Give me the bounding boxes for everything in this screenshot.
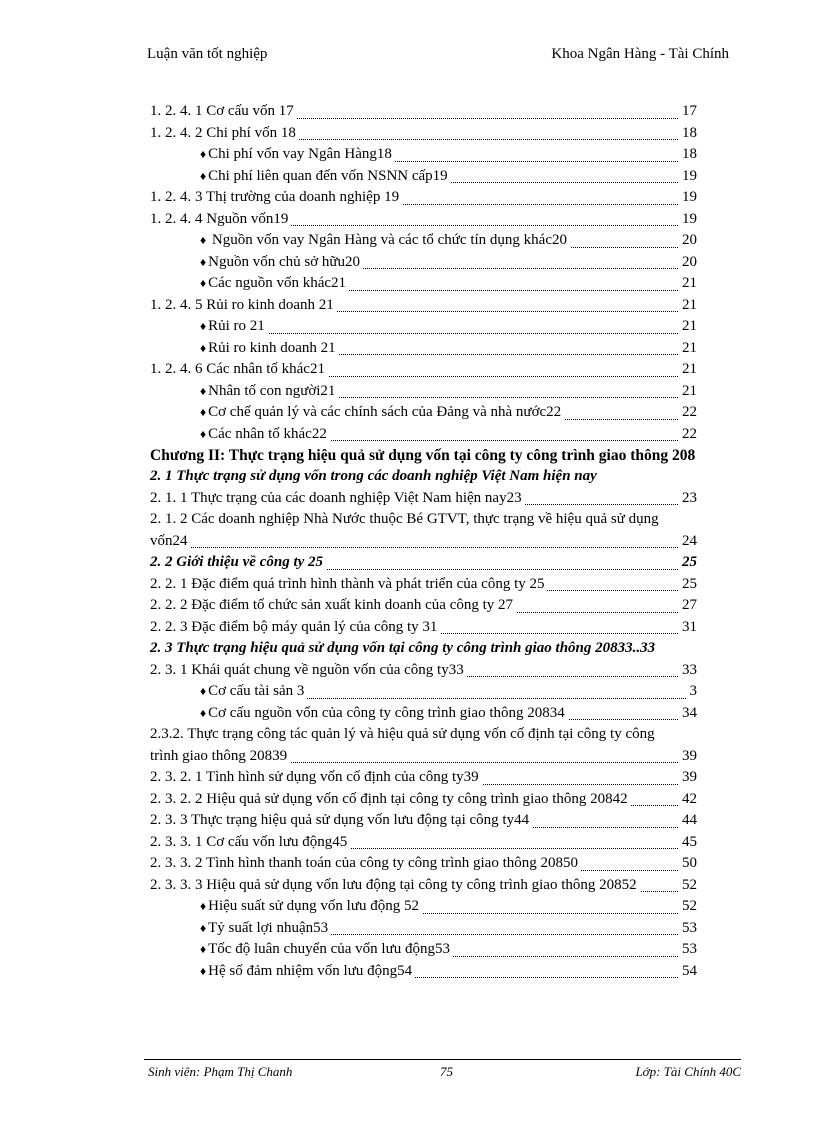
toc-entry-title: 1. 2. 4. 6 Các nhân tố khác21 <box>150 359 328 381</box>
toc-entry <box>150 746 742 768</box>
section-heading <box>150 638 742 660</box>
toc-entry-page: 21 <box>679 381 697 403</box>
toc-entry-page: 54 <box>679 961 697 983</box>
toc-entry-page: 45 <box>679 832 697 854</box>
toc-entry <box>150 832 742 854</box>
toc-entry-title: 1. 2. 4. 2 Chi phí vốn 18 <box>150 123 299 145</box>
table-of-contents <box>150 101 742 982</box>
toc-entry-title: Cơ cấu nguồn vốn của công ty công trình giao thông 20834 <box>208 704 565 721</box>
toc-entry-title: Các nguồn vốn khác21 <box>208 275 347 291</box>
toc-entry-page: 18 <box>679 123 697 145</box>
diamond-bullet-icon: ♦ <box>200 147 207 161</box>
toc-entry-page: 39 <box>679 767 697 789</box>
footer-page-number: 75 <box>440 1064 453 1079</box>
toc-entry <box>150 853 742 875</box>
toc-entry-page: 50 <box>679 853 697 875</box>
toc-subentry <box>150 338 742 360</box>
toc-entry-title: Cơ chế quản lý và các chính sách của Đảng và nhà nước22 <box>208 404 562 420</box>
section-heading <box>150 466 742 488</box>
toc-entry-title: 2. 3. 3. 1 Cơ cấu vốn lưu động45 <box>150 832 350 854</box>
toc-entry-page: 33 <box>679 660 697 682</box>
toc-entry-page: 22 <box>679 424 697 446</box>
diamond-bullet-icon: ♦ <box>200 276 207 290</box>
toc-entry-title: Nguồn vốn chủ sở hữu20 <box>208 253 361 270</box>
diamond-bullet-icon: ♦ <box>200 963 207 978</box>
toc-entry-title: Cơ cấu tài sản 3 <box>208 683 305 699</box>
toc-subentry <box>150 144 742 166</box>
toc-entry-title: 2. 2. 3 Đặc điểm bộ máy quản lý của công ty 31 <box>150 617 440 639</box>
footer-divider <box>144 1059 741 1060</box>
toc-entry <box>150 789 742 811</box>
diamond-bullet-icon: ♦ <box>200 168 207 183</box>
toc-entry-page: 42 <box>679 789 697 811</box>
toc-entry-page: 19 <box>679 209 697 231</box>
diamond-bullet-icon: ♦ <box>200 899 207 913</box>
toc-entry <box>150 531 742 553</box>
section-title: 2. 2 Giới thiệu về công ty 25 <box>150 552 326 574</box>
toc-entry-title: vốn24 <box>150 531 191 553</box>
toc-entry-title: 1. 2. 4. 1 Cơ cấu vốn 17 <box>150 101 297 123</box>
toc-entry-page: 21 <box>679 316 697 338</box>
toc-entry <box>150 187 742 209</box>
toc-entry-page: 24 <box>679 531 697 553</box>
toc-entry <box>150 101 742 123</box>
toc-subentry <box>150 424 742 446</box>
toc-entry-title: Rủi ro 21 <box>208 318 265 334</box>
section-heading <box>150 552 742 574</box>
diamond-bullet-icon: ♦ <box>200 319 207 333</box>
toc-entry <box>150 595 742 617</box>
footer-student: Sinh viên: Phạm Thị Chanh <box>148 1064 293 1079</box>
toc-entry <box>150 767 742 789</box>
toc-entry-page: 53 <box>679 939 697 961</box>
toc-entry-title: Tỷ suất lợi nhuận53 <box>208 919 329 936</box>
toc-entry-title: Nguồn vốn vay Ngân Hàng và các tổ chức tín dụng khác20 <box>208 232 567 248</box>
toc-subentry <box>150 961 742 983</box>
toc-entry <box>150 295 742 317</box>
diamond-bullet-icon: ♦ <box>200 233 207 247</box>
toc-entry-title: Rủi ro kinh doanh 21 <box>208 339 336 356</box>
toc-subentry <box>150 252 742 274</box>
toc-entry <box>150 660 742 682</box>
toc-entry-title: 2. 1. 1 Thực trạng của các doanh nghiệp Việt Nam hiện nay23 <box>150 488 525 510</box>
toc-entry-title: Hiệu suất sử dụng vốn lưu động 52 <box>208 898 419 914</box>
toc-entry-page: 17 <box>679 101 697 123</box>
toc-entry <box>150 875 742 897</box>
diamond-bullet-icon: ♦ <box>200 426 207 441</box>
toc-entry-page: 20 <box>679 230 697 252</box>
toc-entry-page: 44 <box>679 810 697 832</box>
toc-entry-title: 1. 2. 4. 3 Thị trường của doanh nghiệp 19 <box>150 187 402 209</box>
toc-entry <box>150 209 742 231</box>
toc-entry <box>150 123 742 145</box>
diamond-bullet-icon: ♦ <box>200 942 207 956</box>
toc-entry-wrapped-line: 2.3.2. Thực trạng công tác quản lý và hiệu quả sử dụng vốn cố định tại công ty công <box>150 726 655 742</box>
toc-entry-title: 2. 2. 1 Đặc điểm quá trình hình thành và phát triển của công ty 25 <box>150 574 547 596</box>
toc-entry <box>150 359 742 381</box>
diamond-bullet-icon: ♦ <box>200 254 207 269</box>
toc-entry-page: 27 <box>679 595 697 617</box>
chapter-heading: Chương II: Thực trạng hiệu quả sử dụng vốn tại công ty công trình giao thông 208 <box>150 447 696 464</box>
section-page: 25 <box>679 552 697 574</box>
section-title: 2. 3 Thực trạng hiệu quả sử dụng vốn tại công ty công trình giao thông 20833..33 <box>150 638 658 660</box>
toc-entry-page: 18 <box>679 144 697 166</box>
diamond-bullet-icon: ♦ <box>200 340 207 355</box>
toc-entry-title: Các nhân tố khác22 <box>208 425 327 442</box>
toc-subentry <box>150 166 742 188</box>
toc-entry <box>150 574 742 596</box>
toc-entry <box>150 488 742 510</box>
section-title: 2. 1 Thực trạng sử dụng vốn trong các doanh nghiệp Việt Nam hiện nay <box>150 466 600 488</box>
toc-entry-page: 20 <box>679 252 697 274</box>
toc-entry-wrapped-line: 2. 1. 2 Các doanh nghiệp Nhà Nước thuộc Bé GTVT, thực trạng về hiệu quả sử dụng <box>150 511 659 527</box>
toc-entry-page: 53 <box>679 918 697 940</box>
toc-entry-page: 39 <box>679 746 697 768</box>
toc-subentry <box>150 316 742 338</box>
page-header <box>147 46 729 66</box>
toc-entry-page: 34 <box>679 703 697 725</box>
toc-entry-page: 23 <box>679 488 697 510</box>
toc-subentry <box>150 402 742 424</box>
header-faculty: Khoa Ngân Hàng - Tài Chính <box>551 46 729 62</box>
toc-entry-title: Chi phí liên quan đến vốn NSNN cấp19 <box>208 167 448 184</box>
toc-entry-title: Nhân tố con người21 <box>208 382 336 399</box>
toc-entry-page: 52 <box>679 896 697 918</box>
footer-class: Lớp: Tài Chính 40C <box>635 1064 741 1079</box>
toc-entry-title: Chi phí vốn vay Ngân Hàng18 <box>208 146 392 162</box>
toc-subentry <box>150 939 742 961</box>
toc-entry-title: 2. 3. 1 Khái quát chung về nguồn vốn của công ty33 <box>150 660 467 682</box>
toc-subentry <box>150 918 742 940</box>
toc-entry-title: Hệ số đảm nhiệm vốn lưu động54 <box>208 962 413 979</box>
toc-subentry <box>150 230 742 252</box>
toc-entry-page: 31 <box>679 617 697 639</box>
toc-subentry <box>150 381 742 403</box>
toc-entry <box>150 810 742 832</box>
diamond-bullet-icon: ♦ <box>200 405 207 419</box>
toc-entry-page: 21 <box>679 338 697 360</box>
toc-entry-page: 21 <box>679 273 697 295</box>
toc-entry-page: 21 <box>679 295 697 317</box>
diamond-bullet-icon: ♦ <box>200 383 207 398</box>
toc-entry-page: 19 <box>679 166 697 188</box>
toc-entry-title: 2. 3. 3 Thực trạng hiệu quả sử dụng vốn lưu động tại công ty44 <box>150 810 532 832</box>
toc-entry-title: Tốc độ luân chuyển của vốn lưu động53 <box>208 941 450 957</box>
diamond-bullet-icon: ♦ <box>200 705 207 720</box>
toc-entry-page: 22 <box>679 402 697 424</box>
toc-entry-title: 1. 2. 4. 5 Rủi ro kinh doanh 21 <box>150 295 337 317</box>
toc-entry-page: 3 <box>687 681 698 703</box>
toc-entry-page: 25 <box>679 574 697 596</box>
toc-subentry <box>150 703 742 725</box>
toc-entry-page: 21 <box>679 359 697 381</box>
toc-entry-page: 19 <box>679 187 697 209</box>
toc-entry-title: 2. 3. 2. 2 Hiệu quả sử dụng vốn cố định tại công ty công trình giao thông 20842 <box>150 789 631 811</box>
diamond-bullet-icon: ♦ <box>200 684 207 698</box>
toc-subentry <box>150 273 742 295</box>
header-thesis-title: Luận văn tốt nghiệp <box>147 46 268 62</box>
toc-subentry <box>150 681 742 703</box>
diamond-bullet-icon: ♦ <box>200 920 207 935</box>
toc-entry-title: 1. 2. 4. 4 Nguồn vốn19 <box>150 209 291 231</box>
toc-subentry <box>150 896 742 918</box>
toc-entry-title: 2. 3. 2. 1 Tình hình sử dụng vốn cố định của công ty39 <box>150 767 482 789</box>
toc-entry-title: trình giao thông 20839 <box>150 746 290 768</box>
toc-entry-title: 2. 3. 3. 3 Hiệu quả sử dụng vốn lưu động tại công ty công trình giao thông 20852 <box>150 875 640 897</box>
toc-entry-title: 2. 2. 2 Đặc điểm tổ chức sản xuất kinh doanh của công ty 27 <box>150 595 516 617</box>
toc-entry-page: 52 <box>679 875 697 897</box>
toc-entry-title: 2. 3. 3. 2 Tình hình thanh toán của công ty công trình giao thông 20850 <box>150 853 581 875</box>
toc-entry <box>150 617 742 639</box>
